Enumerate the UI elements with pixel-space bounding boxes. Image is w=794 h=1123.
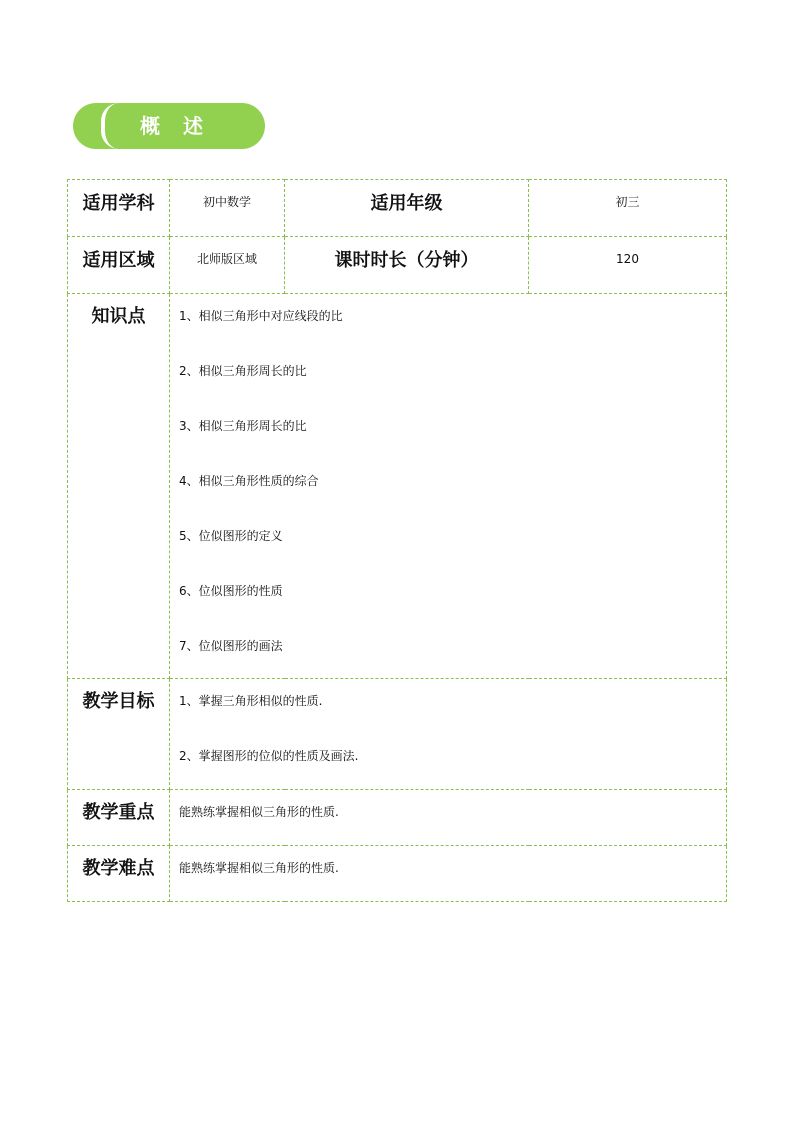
overview-table (67, 179, 727, 902)
goals-label: 教学目标 (68, 679, 170, 790)
grade-value: 初三 (529, 180, 727, 237)
section-header-title: 概 述 (140, 114, 211, 138)
list-item: 1、相似三角形中对应线段的比 (179, 309, 343, 323)
region-label: 适用区域 (68, 237, 170, 294)
table-row (68, 237, 727, 294)
table-row (68, 679, 727, 790)
difficulty-value: 能熟练掌握相似三角形的性质. (170, 846, 727, 902)
knowledge-label: 知识点 (68, 294, 170, 679)
subject-value: 初中数学 (170, 180, 285, 237)
list-item: 5、位似图形的定义 (179, 529, 283, 543)
knowledge-list (170, 294, 727, 679)
duration-value: 120 (529, 237, 727, 294)
difficulty-label: 教学难点 (68, 846, 170, 902)
table-row (68, 846, 727, 902)
subject-label: 适用学科 (68, 180, 170, 237)
list-item: 6、位似图形的性质 (179, 584, 283, 598)
list-item: 7、位似图形的画法 (179, 639, 283, 653)
table-row (68, 294, 727, 679)
grade-label: 适用年级 (285, 180, 529, 237)
table-row (68, 180, 727, 237)
key-point-label: 教学重点 (68, 790, 170, 846)
table-row (68, 790, 727, 846)
list-item: 2、掌握图形的位似的性质及画法. (179, 749, 359, 763)
duration-label: 课时时长（分钟） (285, 237, 529, 294)
list-item: 4、相似三角形性质的综合 (179, 474, 319, 488)
list-item: 1、掌握三角形相似的性质. (179, 694, 323, 708)
region-value: 北师版区域 (170, 237, 285, 294)
goals-list (170, 679, 727, 790)
key-point-value: 能熟练掌握相似三角形的性质. (170, 790, 727, 846)
list-item: 2、相似三角形周长的比 (179, 364, 307, 378)
list-item: 3、相似三角形周长的比 (179, 419, 307, 433)
